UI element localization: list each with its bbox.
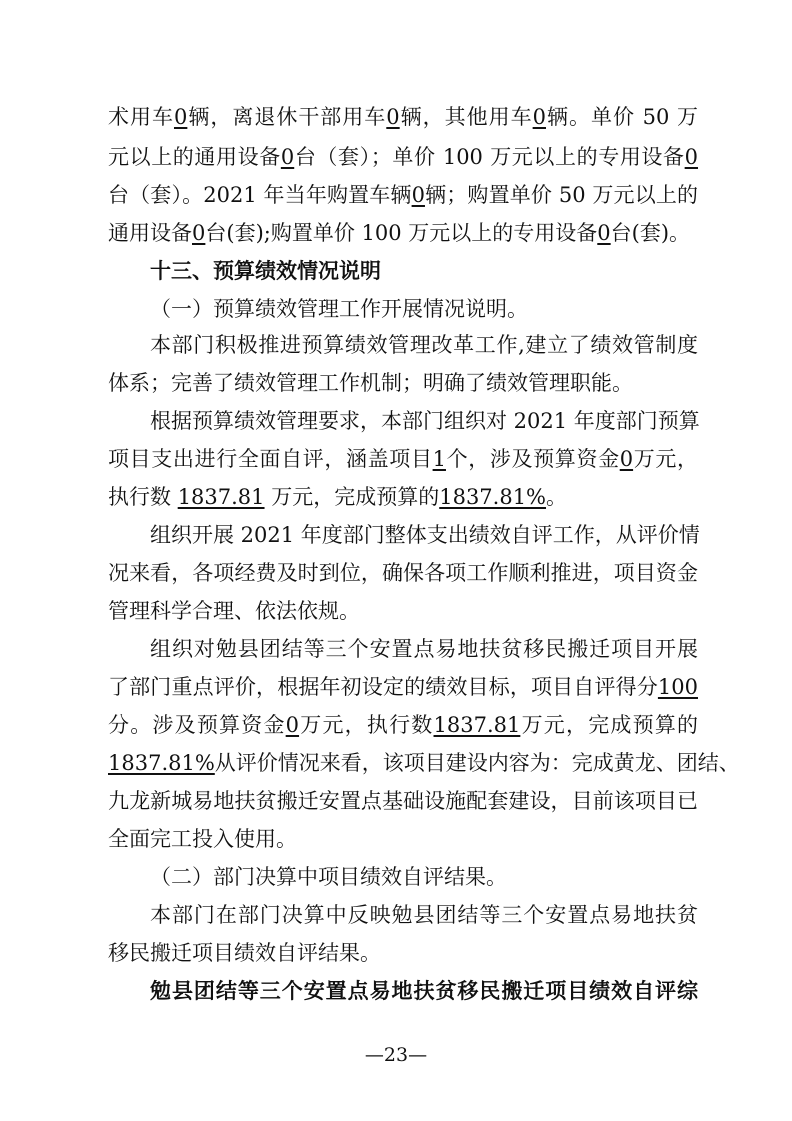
page-number: —23—: [364, 1044, 428, 1066]
p3-line-3: [108, 482, 698, 512]
underlined-value: 0: [532, 105, 546, 129]
text-span: 从评价情况来看，该项目建设内容为：完成黄龙、团结、: [214, 751, 740, 775]
subheading-2: （二）部门决算中项目绩效自评结果。: [150, 865, 507, 889]
p3-line-2: [108, 444, 698, 474]
underlined-value: 0: [597, 221, 611, 245]
text-span: 台(套);购置单价 100 万元以上的专用设备: [205, 221, 598, 245]
p1-line-1: [108, 102, 698, 132]
p1-line-2: [108, 142, 698, 172]
p4-line-3: 管理科学合理、依法依规。: [108, 599, 360, 623]
text-span: 万元，: [633, 447, 699, 471]
p3-line-1: 根据预算绩效管理要求，本部门组织对 2021 年度部门预算: [150, 409, 700, 433]
text-span: 个，涉及预算资金: [445, 447, 620, 471]
p2-line-1: 本部门积极推进预算绩效管理改革工作,建立了绩效管制度: [150, 333, 698, 357]
text-span: 辆，离退休干部用车: [187, 105, 387, 129]
p4-line-1: 组织开展 2021 年度部门整体支出绩效自评工作，从评价情: [150, 523, 700, 547]
section-heading: 十三、预算绩效情况说明: [150, 258, 381, 283]
text-span: 万元，执行数: [299, 713, 434, 737]
text-span: 通用设备: [108, 221, 192, 245]
underlined-value: 1837.81%: [108, 751, 215, 775]
p2-line-2: 体系；完善了绩效管理工作机制；明确了绩效管理职能。: [108, 371, 633, 395]
underlined-value: 0: [684, 145, 699, 169]
underlined-value: 1837.81: [177, 485, 265, 509]
p1-line-4: [108, 218, 698, 248]
text-span: 台（套）；单价 100 万元以上的专用设备: [294, 145, 685, 169]
text-span: 项目支出进行全面自评，涵盖项目: [108, 447, 433, 471]
underlined-value: 0: [280, 145, 295, 169]
p5-line-6: 全面完工投入使用。: [108, 827, 297, 851]
underlined-value: 100: [657, 675, 698, 699]
text-span: 分。涉及预算资金: [108, 713, 286, 737]
p7-line-1: 勉县团结等三个安置点易地扶贫移民搬迁项目绩效自评综: [150, 978, 698, 1003]
p5-line-4: [108, 748, 740, 778]
underlined-value: 0: [173, 105, 188, 129]
text-span: 术用车: [108, 105, 174, 129]
text-span: 辆，其他用车: [399, 105, 533, 129]
text-span: 了部门重点评价，根据年初设定的绩效目标，项目自评得分: [108, 675, 658, 699]
underlined-value: 1837.81%: [439, 485, 547, 509]
underlined-value: 1837.81: [433, 713, 521, 737]
underlined-value: 0: [285, 713, 300, 737]
p1-line-3: [108, 180, 698, 210]
p5-line-3: [108, 710, 698, 740]
text-span: 辆；购置单价 50 万元以上的: [424, 183, 699, 207]
underlined-value: 0: [411, 183, 425, 207]
text-span: 万元，完成预算的: [520, 713, 699, 737]
underlined-value: 0: [192, 221, 206, 245]
p6-line-1: 本部门在部门决算中反映勉县团结等三个安置点易地扶贫: [150, 903, 698, 927]
text-span: 台(套)。: [610, 221, 691, 245]
underlined-value: 0: [386, 105, 400, 129]
text-span: 执行数: [108, 485, 171, 509]
text-span: 台（套）。2021 年当年购置车辆: [108, 183, 412, 207]
text-span: 元以上的通用设备: [108, 145, 281, 169]
underlined-value: 1: [432, 447, 446, 471]
text-span: 万元，完成预算的: [271, 485, 440, 509]
underlined-value: 0: [619, 447, 634, 471]
p5-line-1: 组织对勉县团结等三个安置点易地扶贫移民搬迁项目开展: [150, 637, 698, 661]
text-span: 。: [546, 485, 568, 509]
p5-line-5: 九龙新城易地扶贫搬迁安置点基础设施配套建设，目前该项目已: [108, 789, 698, 813]
p4-line-2: 况来看，各项经费及时到位，确保各项工作顺利推进，项目资金: [108, 561, 698, 585]
p6-line-2: 移民搬迁项目绩效自评结果。: [108, 941, 381, 965]
text-span: 辆。单价 50 万: [546, 105, 699, 129]
subheading-1: （一）预算绩效管理工作开展情况说明。: [150, 297, 528, 321]
p5-line-2: [108, 672, 698, 702]
